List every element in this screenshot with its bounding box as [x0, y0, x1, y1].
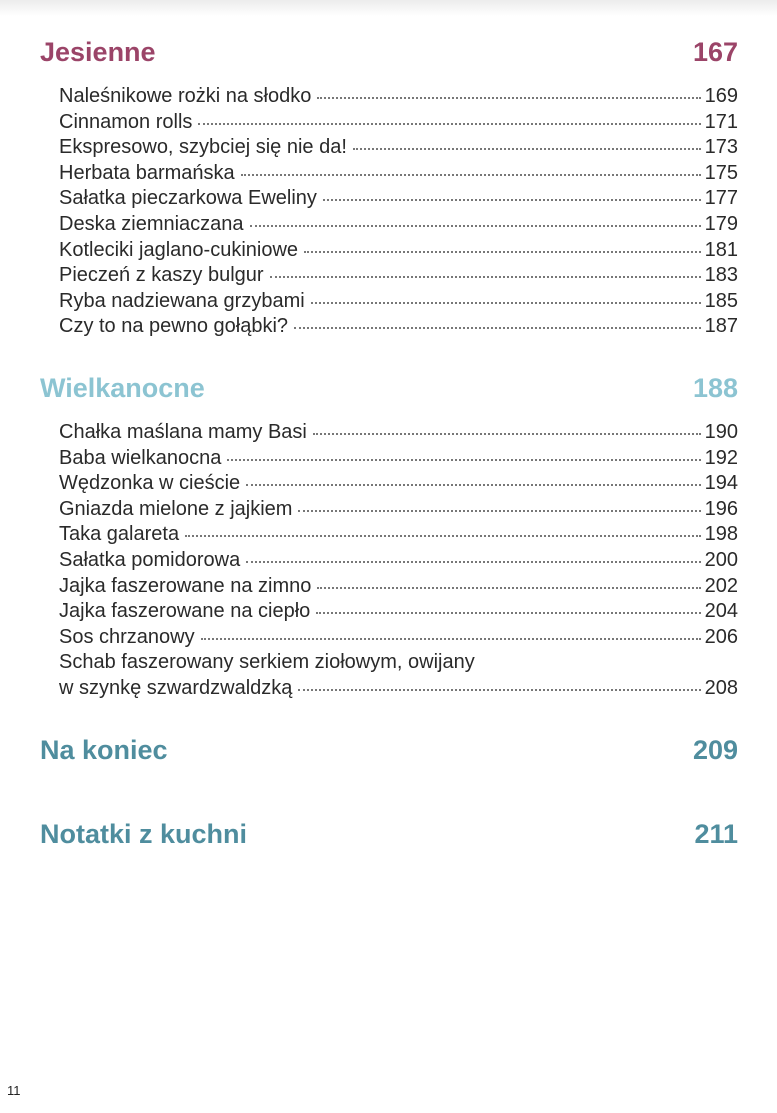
toc-entry — [59, 650, 738, 701]
toc-entry — [59, 84, 738, 110]
entry-page-number: 194 — [704, 472, 738, 495]
dot-leader — [270, 276, 701, 278]
section-title: Na koniec — [40, 735, 168, 766]
dot-leader — [246, 561, 700, 563]
entry-title-line-1: Schab faszerowany serkiem ziołowym, owijany — [59, 651, 475, 674]
section-wielkanocne — [40, 370, 738, 702]
toc-entry — [59, 161, 738, 187]
toc-entry — [59, 497, 738, 523]
entry-title: Sos chrzanowy — [59, 625, 195, 648]
dot-leader — [317, 97, 700, 99]
entry-page-number: 185 — [704, 289, 738, 312]
entry-title: Chałka maślana mamy Basi — [59, 420, 307, 443]
entry-page-number: 192 — [704, 446, 738, 469]
dot-leader — [246, 484, 700, 486]
entry-page-number: 187 — [704, 315, 738, 338]
entry-title: Baba wielkanocna — [59, 446, 222, 469]
entry-page-number: 175 — [704, 161, 738, 184]
entry-title: Pieczeń z kaszy bulgur — [59, 264, 264, 287]
entry-title: Kotleciki jaglano-cukiniowe — [59, 238, 299, 261]
entry-title: Naleśnikowe rożki na słodko — [59, 85, 312, 107]
entry-page-number: 208 — [704, 676, 738, 699]
dot-leader — [294, 327, 701, 329]
dot-leader — [198, 123, 700, 125]
section-title: Jesienne — [40, 37, 156, 67]
entry-page-number: 202 — [704, 574, 738, 597]
section-page-number: 188 — [692, 372, 738, 403]
entry-title: Czy to na pewno gołąbki? — [59, 315, 289, 338]
section-page-number: 167 — [692, 37, 738, 67]
entry-page-number: 169 — [704, 85, 738, 107]
section-heading — [40, 370, 738, 406]
entry-page-number: 206 — [704, 625, 738, 648]
dot-leader — [227, 459, 700, 461]
entry-list — [40, 420, 738, 702]
toc-entry — [59, 135, 738, 161]
toc-entry — [59, 314, 738, 340]
section-notatki-z-kuchni — [40, 816, 738, 852]
toc-entry — [59, 289, 738, 315]
toc-entry — [59, 238, 738, 264]
toc-entry — [59, 263, 738, 289]
toc-entry — [59, 599, 738, 625]
dot-leader — [250, 225, 701, 227]
entry-page-number: 190 — [704, 420, 738, 443]
entry-page-number: 181 — [704, 238, 738, 261]
entry-list — [40, 84, 738, 340]
toc-entry — [59, 186, 738, 212]
entry-title: Deska ziemniaczana — [59, 212, 244, 235]
dot-leader — [185, 535, 701, 537]
section-page-number: 209 — [692, 735, 738, 766]
entry-title: Jajka faszerowane na ciepło — [59, 600, 311, 623]
entry-page-number: 183 — [704, 264, 738, 287]
section-heading — [40, 816, 738, 852]
entry-title: Sałatka pieczarkowa Eweliny — [59, 187, 317, 210]
table-of-contents — [40, 34, 738, 852]
dot-leader — [241, 174, 701, 176]
dot-leader — [323, 199, 701, 201]
entry-page-number: 196 — [704, 497, 738, 520]
toc-entry — [59, 212, 738, 238]
section-na-koniec — [40, 732, 738, 768]
dot-leader — [313, 433, 701, 435]
section-heading — [40, 732, 738, 768]
dot-leader — [298, 689, 700, 691]
entry-title: Herbata barmańska — [59, 161, 235, 184]
dot-leader — [311, 302, 701, 304]
entry-title-line-2: w szynkę szwardzwaldzką — [59, 676, 293, 699]
toc-entry — [59, 446, 738, 472]
entry-title: Cinnamon rolls — [59, 110, 193, 133]
entry-page-number: 200 — [704, 548, 738, 571]
entry-page-number: 179 — [704, 212, 738, 235]
toc-entry — [59, 625, 738, 651]
entry-page-number: 198 — [704, 523, 738, 546]
section-jesienne — [40, 34, 738, 340]
toc-entry — [59, 574, 738, 600]
entry-page-number: 204 — [704, 600, 738, 623]
entry-page-number: 173 — [704, 136, 738, 159]
dot-leader — [201, 638, 701, 640]
dot-leader — [317, 587, 700, 589]
section-title: Notatki z kuchni — [40, 819, 248, 850]
entry-title: Jajka faszerowane na zimno — [59, 574, 312, 597]
entry-title: Ekspresowo, szybciej się nie da! — [59, 136, 347, 159]
toc-entry — [59, 471, 738, 497]
toc-entry — [59, 110, 738, 136]
entry-page-number: 171 — [704, 110, 738, 133]
entry-title: Sałatka pomidorowa — [59, 548, 241, 571]
toc-entry — [59, 522, 738, 548]
section-heading — [40, 34, 738, 70]
entry-title: Ryba nadziewana grzybami — [59, 289, 305, 312]
entry-title: Gniazda mielone z jajkiem — [59, 497, 293, 520]
dot-leader — [353, 148, 701, 150]
section-page-number: 211 — [694, 819, 738, 850]
dot-leader — [298, 510, 700, 512]
entry-line-2 — [59, 676, 738, 702]
toc-entry — [59, 420, 738, 446]
toc-entry — [59, 548, 738, 574]
entry-title: Wędzonka w cieście — [59, 472, 241, 495]
page-top-shadow — [0, 0, 777, 16]
entry-title: Taka galareta — [59, 523, 180, 546]
dot-leader — [316, 612, 700, 614]
dot-leader — [304, 251, 701, 253]
page-number: 11 — [7, 1083, 21, 1098]
entry-page-number: 177 — [704, 187, 738, 210]
section-title: Wielkanocne — [40, 372, 205, 403]
